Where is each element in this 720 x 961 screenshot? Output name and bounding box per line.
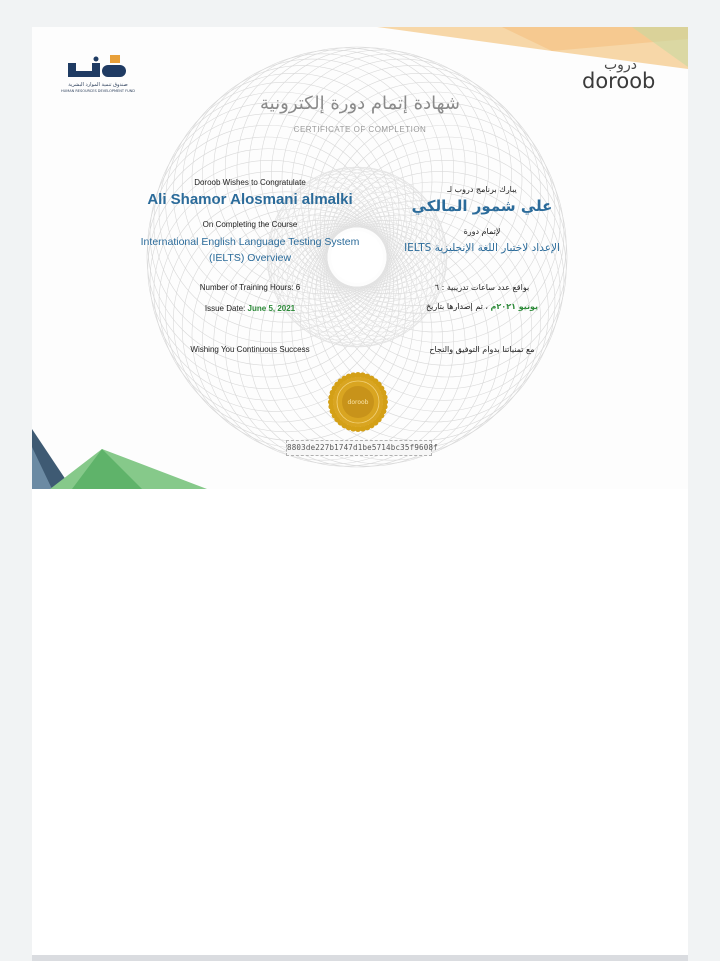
certificate [32, 27, 688, 489]
certificate-id[interactable]: 8803de227b1747d1be5714bc35f9608f [286, 440, 432, 456]
course-name-ar: الإعداد لاختبار اللغة الإنجليزية IELTS [404, 242, 560, 254]
training-hours-en: Number of Training Hours: 6 [199, 283, 301, 292]
issue-date-label-en: Issue Date: [204, 304, 246, 313]
wish-text-ar: مع تمنياتنا بدوام التوفيق والنجاح [429, 345, 535, 354]
completing-text-ar: لإتمام دورة [463, 227, 501, 236]
issue-date-label-ar: ، تم إصدارها بتاريخ [425, 302, 488, 311]
course-name-en: International English Language Testing System (IELTS) Overview [140, 236, 360, 264]
hrdf-logo-caption: صندوق تنمية الموارد البشرية HUMAN RESOURCES DEVELOPMENT FUND [61, 82, 135, 93]
completing-text-en: On Completing the Course [202, 220, 298, 229]
wish-text-en: Wishing You Continuous Success [190, 345, 310, 354]
issue-date-ar [382, 302, 582, 311]
issue-date-en [150, 304, 350, 313]
certificate-title-english: CERTIFICATE OF COMPLETION [293, 125, 427, 134]
recipient-name-en: Ali Shamor Alosmani almalki [147, 191, 353, 208]
issue-date-value-ar: يونيو ٢٠٢١م [490, 302, 539, 311]
congrats-text-ar: يبارك برنامج دروب لـ [447, 185, 517, 194]
recipient-name-ar: علي شمور المالكي [411, 197, 553, 215]
doroob-logo-arabic: دروب [604, 57, 637, 73]
horizontal-scrollbar[interactable] [32, 955, 688, 961]
issue-date-value-en: June 5, 2021 [247, 304, 296, 313]
training-hours-ar: بواقع عدد ساعات تدريبية : ٦ [434, 283, 530, 292]
certificate-title-arabic: شهادة إتمام دورة إلكترونية [260, 93, 460, 114]
gold-seal-icon [328, 372, 388, 432]
doroob-logo-wordmark: doroob [582, 69, 656, 93]
document-page [32, 27, 688, 955]
congrats-text-en: Doroob Wishes to Congratulate [194, 178, 306, 187]
seal-text: doroob [347, 399, 369, 406]
